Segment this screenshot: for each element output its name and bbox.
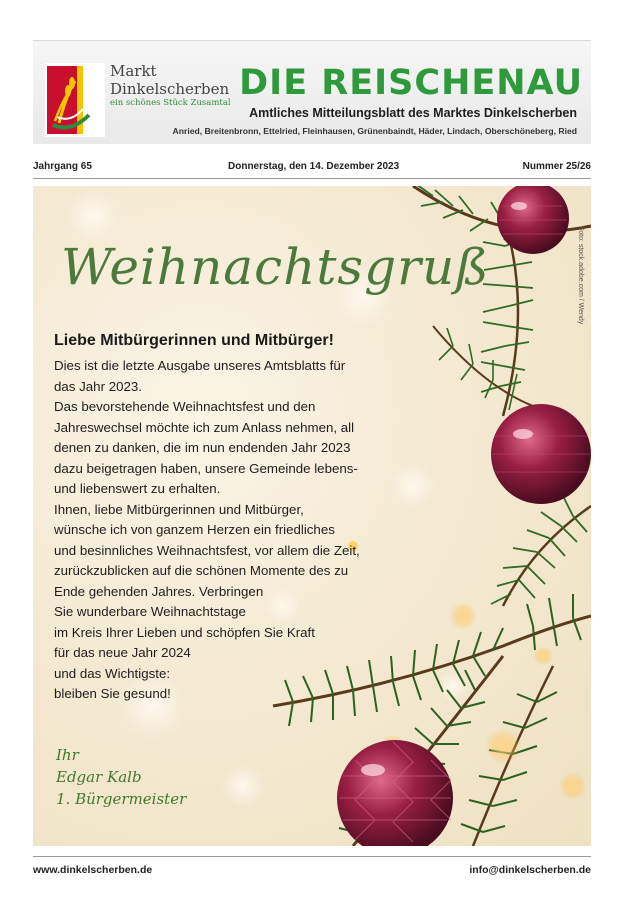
letter-body [54, 356, 414, 705]
letter-line: das Jahr 2023. [54, 378, 142, 394]
letter-line: und liebenswert zu erhalten. [54, 481, 221, 496]
email-link[interactable]: info@dinkelscherben.de [469, 864, 591, 876]
letter-line: Ende gehenden Jahres. Verbringen [54, 583, 264, 599]
meta-divider [33, 178, 591, 179]
letter-line: Jahreswechsel möchte ich zum Anlass nehmen, all [54, 419, 355, 435]
photo-credit: Foto: stock.adobe.com / Wendy [577, 226, 584, 325]
footer-divider [33, 856, 591, 857]
letter-line: zurückzublicken auf die schönen Momente des zu [54, 563, 349, 578]
salutation: Liebe Mitbürgerinnen und Mitbürger! [54, 332, 334, 349]
issue-meta-row [33, 161, 591, 175]
christmas-greeting-panel [33, 186, 591, 846]
letter-line: Dies ist die letzte Ausgabe unseres Amtsblatts für [54, 358, 346, 373]
letter-line: Ihnen, liebe Mitbürgerinnen und Mitbürger, [54, 501, 304, 517]
letter-line: dazu beigetragen haben, unsere Gemeinde lebens- [54, 460, 358, 476]
issue-date: Donnerstag, den 14. Dezember 2023 [228, 161, 400, 172]
letter-line: wünsche ich von ganzem Herzen ein friedliches [54, 522, 335, 537]
district-list: Anried, Breitenbronn, Ettelried, Fleinhausen, Grünenbaindt, Häder, Lindach, Oberschöneberg, Ried [172, 126, 577, 136]
issue-number: Nummer 25/26 [522, 161, 591, 172]
letter-line: im Kreis Ihrer Lieben und schöpfen Sie Kraft [54, 624, 315, 640]
municipal-coat-of-arms-icon [45, 63, 105, 137]
publication-subtitle: Amtliches Mitteilungsblatt des Marktes Dinkelscherben [249, 106, 577, 120]
letter-line: Das bevorstehende Weihnachtsfest und den [54, 399, 316, 414]
letter-line: und besinnliches Weihnachtsfest, vor allem die Zeit, [54, 542, 360, 558]
signature-name: Edgar Kalb [56, 768, 142, 786]
logo-line-town: Dinkelscherben [110, 80, 230, 98]
masthead [33, 40, 591, 144]
letter-line: Sie wunderbare Weihnachtstage [54, 604, 246, 619]
greeting-title: Weihnachtsgruß [61, 238, 490, 296]
logo-wordmark [110, 63, 231, 109]
publication-title: DIE REISCHENAU [239, 63, 583, 103]
signature-role: 1. Bürgermeister [56, 790, 187, 808]
letter-line: und das Wichtigste: [54, 665, 171, 681]
logo-tagline: ein schönes Stück Zusamtal [110, 98, 231, 108]
logo-line-markt: Markt [110, 62, 157, 80]
website-link[interactable]: www.dinkelscherben.de [33, 864, 153, 876]
signature-closing: Ihr [56, 746, 79, 764]
signature-block [56, 744, 186, 810]
letter-line: für das neue Jahr 2024 [54, 645, 191, 660]
volume-label: Jahrgang 65 [33, 161, 92, 172]
letter-line: bleiben Sie gesund! [54, 686, 171, 701]
letter-line: denen zu danken, die im nun endenden Jahr 2023 [54, 440, 351, 455]
